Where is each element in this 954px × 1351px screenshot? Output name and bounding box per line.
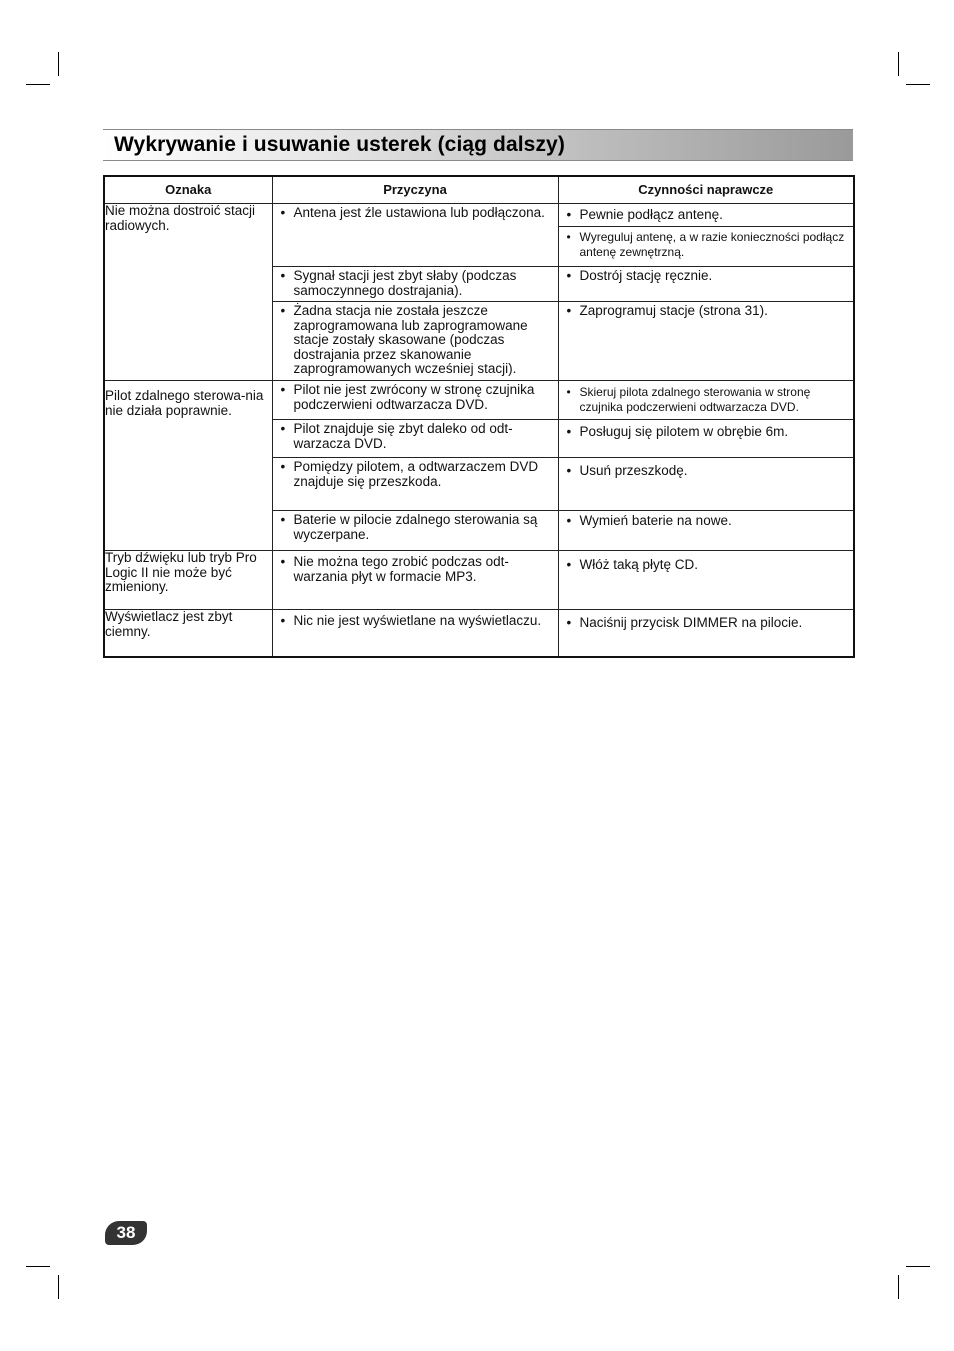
bullet: • (566, 557, 572, 572)
symptom-text: Pilot zdalnego sterowa-nia nie działa poprawnie. (105, 388, 264, 418)
cause-cell (272, 420, 558, 458)
header-cause: Przyczyna (272, 176, 558, 204)
crop-mark (58, 52, 59, 76)
bullet: • (280, 382, 286, 397)
remedy-cell (558, 511, 854, 551)
crop-mark (906, 1266, 930, 1267)
crop-mark (26, 84, 50, 85)
table-row (104, 204, 854, 227)
remedy-text: Usuń przeszkodę. (579, 463, 688, 478)
cause-cell (272, 267, 558, 302)
header-symptom: Oznaka (104, 176, 272, 204)
header-remedy: Czynności naprawcze (558, 176, 854, 204)
remedy-text: Wyreguluj antenę, a w razie konieczności podłącz antenę zewnętrzną. (579, 230, 845, 259)
cause-cell (272, 511, 558, 551)
crop-mark (906, 84, 930, 85)
troubleshooting-table (103, 175, 855, 658)
cause-text: Żadna stacja nie została jeszcze zaprogramowana lub zaprogramowane stacje zostały skasowane (podczas dostrajania przez skanowanie zaprogramowanych wcześniej stacji). (293, 303, 528, 376)
cause-text: Pomiędzy pilotem, a odtwarzaczem DVD znajduje się przeszkoda. (293, 459, 539, 489)
symptom-text: Tryb dźwięku lub tryb Pro Logic II nie może być zmieniony. (105, 550, 257, 594)
cause-cell (272, 458, 558, 511)
symptom-text: Wyświetlacz jest zbyt ciemny. (105, 609, 233, 639)
symptom-cell (104, 381, 272, 551)
symptom-text: Nie można dostroić stacji radiowych. (105, 203, 256, 233)
symptom-cell (104, 204, 272, 381)
cause-cell (272, 610, 558, 657)
cause-text: Nie można tego zrobić podczas odt-warzania płyt w formacie MP3. (293, 554, 509, 584)
remedy-text: Dostrój stację ręcznie. (579, 268, 713, 283)
cause-text: Pilot nie jest zwrócony w stronę czujnika podczerwieni odtwarzacza DVD. (293, 382, 535, 412)
cause-cell (272, 551, 558, 610)
cause-text: Pilot znajduje się zbyt daleko od odt-warzacza DVD. (293, 421, 513, 451)
bullet: • (280, 205, 286, 220)
remedy-text: Posługuj się pilotem w obrębie 6m. (579, 424, 789, 439)
section-title-bar (103, 129, 853, 161)
crop-mark (26, 1266, 50, 1267)
crop-mark (898, 52, 899, 76)
cause-cell (272, 204, 558, 267)
remedy-cell (558, 227, 854, 267)
crop-mark (898, 1275, 899, 1299)
cause-cell (272, 302, 558, 381)
symptom-cell (104, 551, 272, 610)
bullet: • (280, 554, 286, 569)
remedy-text: Wymień baterie na nowe. (579, 513, 732, 528)
table-row (104, 381, 854, 420)
remedy-cell (558, 610, 854, 657)
bullet: • (280, 512, 286, 527)
bullet: • (566, 463, 572, 478)
remedy-text: Skieruj pilota zdalnego sterowania w stronę czujnika podczerwieni odtwarzacza DVD. (579, 385, 811, 414)
symptom-cell (104, 610, 272, 657)
bullet: • (280, 421, 286, 436)
remedy-text: Pewnie podłącz antenę. (579, 207, 723, 222)
remedy-cell (558, 551, 854, 610)
bullet: • (566, 385, 571, 399)
bullet: • (566, 513, 572, 528)
remedy-cell (558, 204, 854, 227)
bullet: • (566, 303, 572, 318)
bullet: • (280, 303, 286, 318)
table-row (104, 551, 854, 610)
cause-cell (272, 381, 558, 420)
crop-mark (58, 1275, 59, 1299)
table-header-row (104, 176, 854, 204)
remedy-cell (558, 267, 854, 302)
remedy-text: Naciśnij przycisk DIMMER na pilocie. (579, 615, 803, 630)
cause-text: Sygnał stacji jest zbyt słaby (podczas samoczynnego dostrajania). (293, 268, 517, 298)
table-row (104, 610, 854, 657)
page-title: Wykrywanie i usuwanie usterek (ciąg dalszy) (114, 133, 565, 156)
page-number-badge (105, 1221, 147, 1245)
page-number: 38 (116, 1223, 136, 1242)
cause-text: Nic nie jest wyświetlane na wyświetlaczu. (293, 613, 542, 628)
remedy-text: Zaprogramuj stacje (strona 31). (579, 303, 768, 318)
remedy-cell (558, 381, 854, 420)
remedy-text: Włóż taką płytę CD. (579, 557, 699, 572)
bullet: • (566, 207, 572, 222)
bullet: • (280, 268, 286, 283)
bullet: • (566, 615, 572, 630)
remedy-cell (558, 302, 854, 381)
bullet: • (280, 459, 286, 474)
bullet: • (566, 230, 571, 244)
bullet: • (280, 613, 286, 628)
bullet: • (566, 268, 572, 283)
remedy-cell (558, 458, 854, 511)
bullet: • (566, 424, 572, 439)
cause-text: Antena jest źle ustawiona lub podłączona. (293, 205, 545, 220)
cause-text: Baterie w pilocie zdalnego sterowania są wyczerpane. (293, 512, 538, 542)
remedy-cell (558, 420, 854, 458)
